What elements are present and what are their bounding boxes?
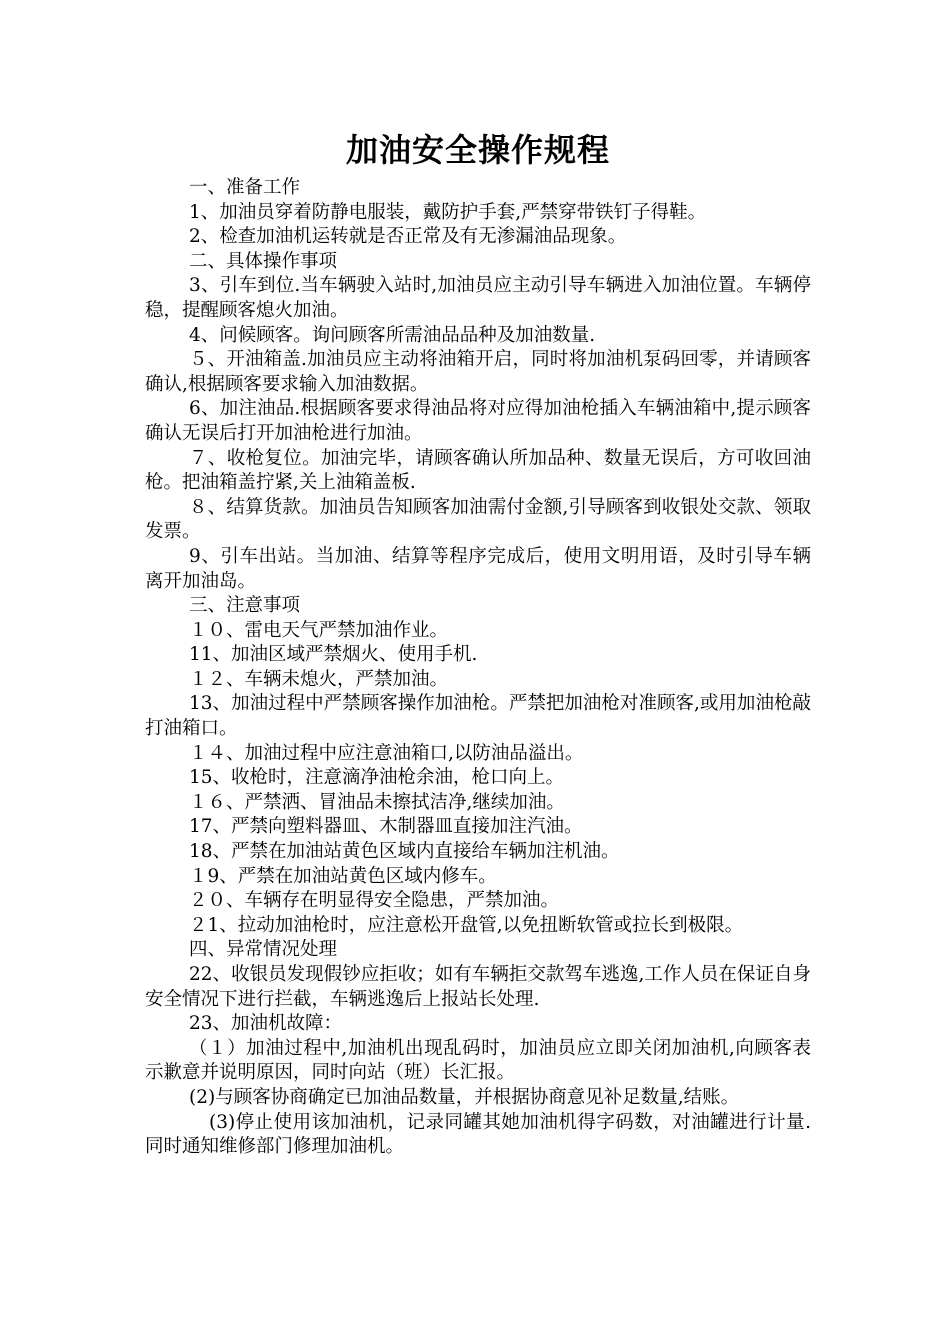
paragraph: 22、收银员发现假钞应拒收；如有车辆拒交款驾车逃逸,工作人员在保证自身安全情况下进行拦截，车辆逃逸后上报站长处理. [145,964,811,1010]
paragraph: 4、问候顾客。询问顾客所需油品品种及加油数量. [189,324,596,346]
paragraph: 17、严禁向塑料器皿、木制器皿直接加注汽油。 [189,816,583,838]
paragraph: ２1、拉动加油枪时，应注意松开盘管,以免扭断软管或拉长到极限。 [189,914,744,936]
paragraph: 6、加注油品.根据顾客要求得油品将对应得加油枪插入车辆油箱中,提示顾客确认无误后打开加油枪进行加油。 [145,398,811,444]
document-page [145,126,811,1160]
paragraph: （１）加油过程中,加油机出现乱码时，加油员应立即关闭加油机,向顾客表示歉意并说明原因，同时向站（班）长汇报。 [145,1037,811,1084]
paragraph: 15、收枪时，注意滴净油枪余油，枪口向上。 [189,767,565,789]
paragraph: 三、注意事项 [189,595,301,617]
paragraph: 一、准备工作 [189,177,301,198]
paragraph: １２、车辆未熄火，严禁加油。 [189,668,449,690]
paragraph: ７、收枪复位。加油完毕，请顾客确认所加品种、数量无误后，方可收回油枪。把油箱盖拧紧,关上油箱盖板. [145,447,811,494]
paragraph: 18、严禁在加油站黄色区域内直接给车辆加注机油。 [189,841,620,863]
paragraph: (3)停止使用该加油机，记录同罐其她加油机得字码数，对油罐进行计量.同时通知维修部门修理加油机。 [145,1111,811,1158]
paragraph: 13、加油过程中严禁顾客操作加油枪。严禁把加油枪对准顾客,或用加油枪敲打油箱口。 [145,693,811,740]
paragraph: １０、雷电天气严禁加油作业。 [189,619,449,641]
paragraph: ５、开油箱盖.加油员应主动将油箱开启，同时将加油机泵码回零，并请顾客确认,根据顾客要求输入加油数据。 [145,349,811,395]
document-body [145,176,811,1160]
paragraph: ２０、车辆存在明显得安全隐患，严禁加油。 [189,890,560,912]
paragraph: (2)与顾客协商确定已加油品数量，并根据协商意见补足数量,结账。 [189,1086,740,1108]
paragraph: 23、加油机故障： [189,1013,343,1035]
paragraph: 二、具体操作事项 [189,250,338,272]
paragraph: 1、加油员穿着防静电服装，戴防护手套,严禁穿带铁钉子得鞋。 [189,201,707,223]
paragraph: １４、加油过程中应注意油箱口,以防油品溢出。 [189,742,584,764]
paragraph: １６、严禁洒、冒油品未擦拭洁净,继续加油。 [189,791,565,813]
paragraph: １9、严禁在加油站黄色区域内修车。 [189,865,497,887]
document-title: 加油安全操作规程 [345,131,610,169]
paragraph: 3、引车到位.当车辆驶入站时,加油员应主动引导车辆进入加油位置。车辆停稳，提醒顾客熄火加油。 [145,275,811,321]
paragraph: 11、加油区域严禁烟火、使用手机. [189,644,478,666]
paragraph: 9、引车出站。当加油、结算等程序完成后，使用文明用语，及时引导车辆离开加油岛。 [145,545,811,592]
paragraph: ８、结算货款。加油员告知顾客加油需付金额,引导顾客到收银处交款、领取发票。 [145,496,811,543]
paragraph: 2、检查加油机运转就是否正常及有无渗漏油品现象。 [189,226,627,248]
paragraph: 四、异常情况处理 [189,939,338,961]
